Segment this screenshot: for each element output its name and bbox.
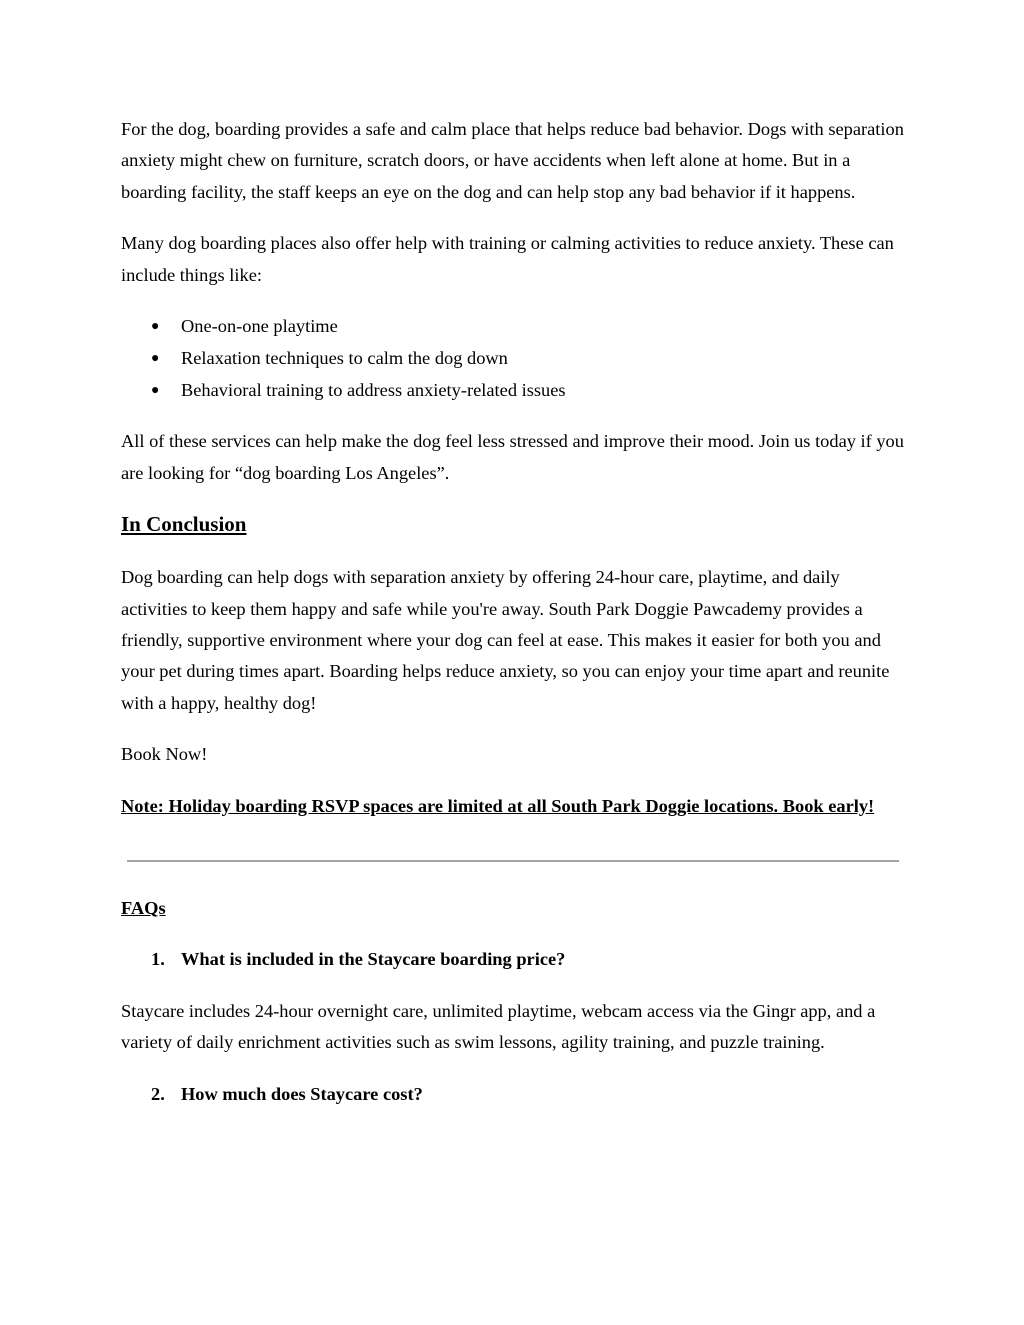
section-divider	[127, 860, 899, 862]
list-item-label: One-on-one playtime	[181, 316, 338, 337]
faq-question-text: How much does Staycare cost?	[181, 1083, 423, 1104]
holiday-note: Note: Holiday boarding RSVP spaces are limited at all South Park Doggie locations. Book early!	[121, 795, 875, 816]
list-item-label: Behavioral training to address anxiety-related issues	[181, 379, 566, 400]
intro-paragraph-1: For the dog, boarding provides a safe and calm place that helps reduce bad behavior. Dogs with separation anxiety might chew on furniture, scratch doors, or have accidents when left alone at home. But in a boarding facility, the staff keeps an eye on the dog and can help stop any bad behavior if it happens.	[121, 119, 904, 202]
list-item	[121, 343, 907, 375]
bullet-icon: ●	[151, 382, 160, 398]
intro-paragraph-2: Many dog boarding places also offer help with training or calming activities to reduce anxiety. These can include things like:	[121, 233, 894, 285]
conclusion-paragraph: Dog boarding can help dogs with separation anxiety by offering 24-hour care, playtime, and daily activities to keep them happy and safe while you're away. South Park Doggie Pawcademy provides a friendly, supportive environment where your dog can feel at ease. This makes it easier for both you and your pet during times apart. Boarding helps reduce anxiety, so you can enjoy your time apart and reunite with a happy, healthy dog!	[121, 567, 890, 713]
bullet-icon: ●	[151, 350, 160, 366]
list-item	[121, 311, 907, 343]
intro-paragraph-3: All of these services can help make the dog feel less stressed and improve their mood. Join us today if you are looking for “dog boarding Los Angeles”.	[121, 431, 904, 483]
conclusion-heading: In Conclusion	[121, 512, 247, 537]
faq-answer-1: Staycare includes 24-hour overnight care, unlimited playtime, webcam access via the Gingr app, and a variety of daily enrichment activities such as swim lessons, agility training, and puzzle training.	[121, 1000, 876, 1053]
faqs-heading: FAQs	[121, 898, 166, 919]
book-now-text: Book Now!	[121, 744, 208, 765]
bullet-icon: ●	[151, 319, 160, 335]
faq-question-text: What is included in the Staycare boarding price?	[181, 949, 566, 970]
list-item-label: Relaxation techniques to calm the dog down	[181, 347, 508, 368]
faq-question-number: 1.	[151, 949, 165, 970]
faq-question-1	[121, 944, 907, 975]
document-page	[121, 114, 907, 1130]
services-list	[121, 311, 907, 406]
list-item	[121, 375, 907, 407]
faq-question-2	[121, 1079, 907, 1110]
faq-question-number: 2.	[151, 1083, 165, 1104]
